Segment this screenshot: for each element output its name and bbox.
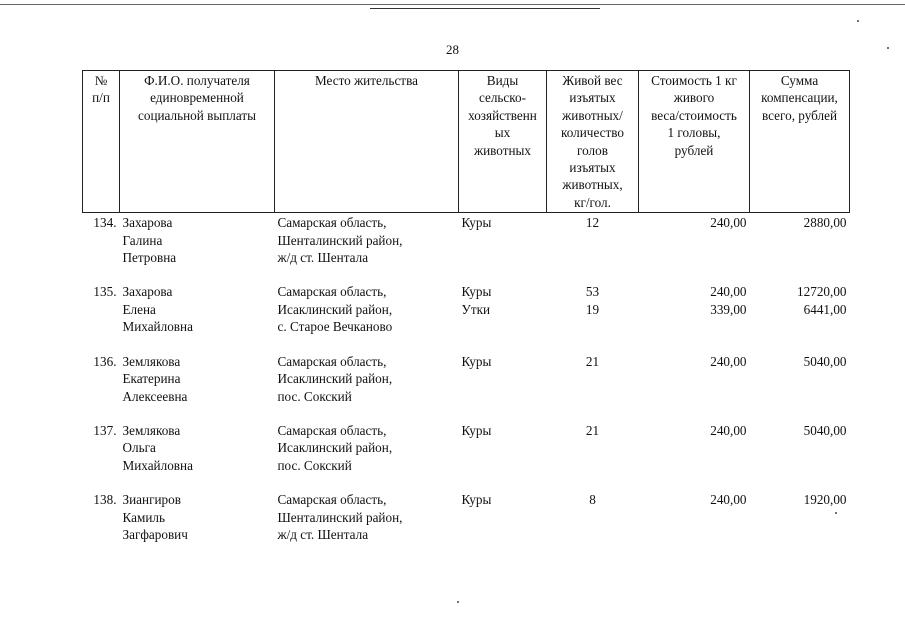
recipient-name-line: Екатерина [122,371,181,387]
table-row [83,213,850,284]
header-line: рублей [674,142,714,158]
header-line: голов [577,142,608,158]
residence-address [275,283,459,352]
header-line: изъятых [569,160,616,176]
compensation-total-line: 6441,00 [803,301,847,317]
recipient-name-line: Захарова [122,215,173,231]
header-line: ых [494,125,511,141]
unit-price-line: 240,00 [710,215,747,231]
header-line: сельско- [478,90,527,106]
compensation-table [82,70,850,560]
live-weight-count-line: 8 [589,492,596,508]
row-number: 138. [93,492,117,508]
recipient-name-line: Михайловна [122,319,193,335]
scan-artifact-speck [857,20,859,22]
compensation-total [750,422,850,491]
residence-address-line: Самарская область, [277,353,387,369]
header-line: социальной выплаты [138,107,256,123]
unit-price [639,283,750,352]
header-total [750,71,850,213]
residence-address [275,491,459,560]
recipient-name-line: Алексеевна [122,388,188,404]
header-line: Стоимость 1 кг [651,73,737,88]
header-line: количество [561,125,624,141]
table-header-row [83,71,850,213]
header-line: компенсации, [761,90,838,106]
header-line: живого [673,90,715,106]
live-weight-count-line: 21 [585,353,600,369]
header-line: изъятых [569,90,616,106]
table-row [83,353,850,422]
recipient-name-line: Зиангиров [122,492,181,508]
residence-address-line: пос. Сокский [277,388,352,404]
residence-address-line: Самарская область, [277,422,387,438]
unit-price-line: 240,00 [710,422,747,438]
header-line: хозяйственн [468,107,537,123]
live-weight-count [547,353,639,422]
header-line: Живой вес [562,73,623,88]
residence-address [275,213,459,284]
recipient-name [120,422,275,491]
table-row [83,491,850,560]
residence-address-line: Самарская область, [277,215,387,231]
header-line: Виды [486,73,519,88]
recipient-name-line: Галина [122,232,163,248]
residence-address-line: Шенталинский район, [277,509,403,525]
recipient-name-line: Землякова [122,422,181,438]
residence-address-line: Исаклинский район, [277,371,393,387]
row-number: 137. [93,422,117,438]
recipient-name-line: Ольга [122,440,156,456]
animal-kind-line: Утки [461,301,491,317]
compensation-total [750,283,850,352]
live-weight-count-line: 53 [585,284,600,300]
header-line: животных/ [562,107,623,123]
compensation-total-line: 5040,00 [803,422,847,438]
page-number: 28 [446,42,459,57]
residence-address-line: Самарская область, [277,284,387,300]
header-line: п/п [92,90,110,106]
recipient-name-line: Захарова [122,284,173,300]
compensation-total-line: 1920,00 [803,492,847,508]
recipient-name [120,283,275,352]
animal-kind-line: Куры [461,492,492,508]
unit-price-line: 339,00 [710,301,747,317]
header-line: Сумма [780,73,819,88]
live-weight-count [547,491,639,560]
compensation-total [750,213,850,284]
recipient-name-line: Петровна [122,250,177,266]
header-line: Место жительства [315,73,418,88]
animal-kind [459,353,547,422]
header-line: всего, рублей [762,107,837,123]
unit-price [639,213,750,284]
live-weight-count [547,283,639,352]
header-line: № [94,73,108,88]
header-price [639,71,750,213]
recipient-name [120,353,275,422]
live-weight-count-line: 19 [585,301,600,317]
compensation-total [750,491,850,560]
scan-artifact-speck [457,601,459,603]
residence-address-line: Самарская область, [277,492,387,508]
header-line: веса/стоимость [651,107,737,123]
animal-kind [459,422,547,491]
compensation-total [750,353,850,422]
animal-kind-line: Куры [461,284,492,300]
row-number: 136. [93,353,117,369]
unit-price-line: 240,00 [710,284,747,300]
table-body [83,213,850,561]
compensation-total-line: 12720,00 [797,284,847,300]
live-weight-count-line: 12 [585,215,600,231]
animal-kind [459,491,547,560]
recipient-name-line: Елена [122,301,156,317]
residence-address-line: ж/д ст. Шентала [277,250,369,266]
animal-kind-line: Куры [461,215,492,231]
animal-kind [459,213,547,284]
residence-address-line: ж/д ст. Шентала [277,526,369,542]
live-weight-count-line: 21 [585,422,600,438]
animal-kind [459,283,547,352]
row-number: 134. [93,215,117,231]
residence-address-line: с. Старое Вечканово [277,319,393,335]
scan-artifact-line [370,8,600,9]
residence-address-line: пос. Сокский [277,457,352,473]
unit-price [639,491,750,560]
unit-price [639,353,750,422]
unit-price-line: 240,00 [710,353,747,369]
recipient-name [120,213,275,284]
header-name [120,71,275,213]
residence-address-line: Шенталинский район, [277,232,403,248]
residence-address-line: Исаклинский район, [277,440,393,456]
row-number: 135. [93,284,117,300]
recipient-name-line: Землякова [122,353,181,369]
header-weight [547,71,639,213]
header-kind [459,71,547,213]
live-weight-count [547,213,639,284]
compensation-total-line: 2880,00 [803,215,847,231]
recipient-name-line: Камиль [122,509,165,525]
header-line: 1 головы, [667,125,721,141]
animal-kind-line: Куры [461,353,492,369]
scan-artifact-line [0,4,905,5]
residence-address [275,422,459,491]
table-row [83,422,850,491]
header-line: кг/гол. [574,194,611,210]
live-weight-count [547,422,639,491]
animal-kind-line: Куры [461,422,492,438]
header-line: единовременной [150,90,244,106]
recipient-name-line: Загфарович [122,526,188,542]
unit-price-line: 240,00 [710,492,747,508]
residence-address-line: Исаклинский район, [277,301,393,317]
unit-price [639,422,750,491]
recipient-name [120,491,275,560]
residence-address [275,353,459,422]
table-row [83,283,850,352]
compensation-total-line: 5040,00 [803,353,847,369]
header-num [83,71,120,213]
header-line: животных, [562,177,623,193]
recipient-name-line: Михайловна [122,457,193,473]
header-line: Ф.И.О. получателя [144,73,250,88]
header-line: животных [474,142,531,158]
header-address [275,71,459,213]
